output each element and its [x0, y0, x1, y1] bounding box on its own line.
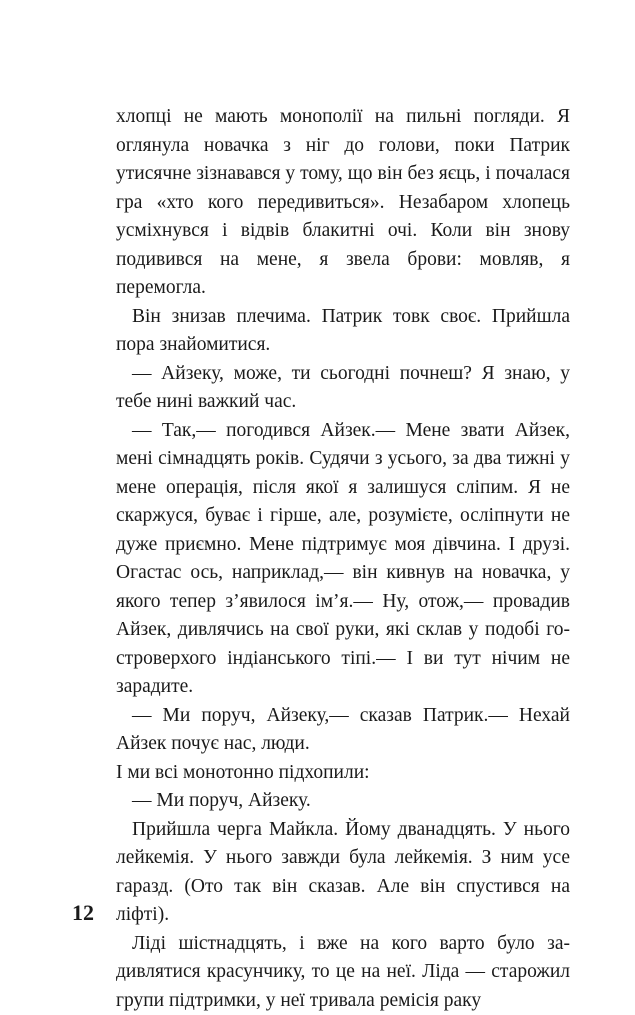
- paragraph-6: І ми всі монотонно підхопили:: [116, 759, 570, 788]
- page-number: 12: [72, 900, 94, 926]
- paragraph-1: хлопці не мають монополії на пильні погляди. Я оглянула новачка з ніг до голови, поки Патрик утисячне зізнавався у тому, що він без яєць, і почалася гра «хто кого передивиться». Незабаром хлопець усміхнувся і відвів блакитні очі. Коли він знову подивився на мене, я звела брови: мовляв, я перемогла.: [116, 103, 570, 303]
- paragraph-9: Ліді шістнадцять, і вже на кого варто було задивлятися красунчику, то це на неї. Ліда — старожил групи підтримки, у неї тривала ремісія раку: [116, 930, 570, 1015]
- paragraph-2: Він знизав плечима. Патрик товк своє. Прийшла пора знайомитися.: [116, 303, 570, 360]
- paragraph-4: — Так,— погодився Айзек.— Мене звати Айзек, мені сімнадцять років. Судячи з усього, за два тижні у мене операція, після якої я залишуся сліпим. Я не скаржуся, буває і гірше, але, розумієте, осліпнути не дуже приємно. Мене підтримує моя дівчина. І друзі. Огастас ось, наприклад,— він кивнув на новачка, у якого тепер з’явилося ім’я.— Ну, отож,— провадив Айзек, дивлячись на свої руки, які склав у подобі гостроверхого індіанського тіпі.— І ви тут нічим не зарадите.: [116, 417, 570, 702]
- paragraph-7: — Ми поруч, Айзеку.: [116, 787, 570, 816]
- paragraph-5: — Ми поруч, Айзеку,— сказав Патрик.— Нехай Айзек почує нас, люди.: [116, 702, 570, 759]
- paragraph-3: — Айзеку, може, ти сьогодні почнеш? Я знаю, у тебе нині важкий час.: [116, 360, 570, 417]
- body-text: [116, 103, 570, 1015]
- paragraph-8: Прийшла черга Майкла. Йому дванадцять. У нього лейкемія. У нього завжди була лейкемія. З ним усе гаразд. (Ото так він сказав. Але він спустився на ліфті).: [116, 816, 570, 930]
